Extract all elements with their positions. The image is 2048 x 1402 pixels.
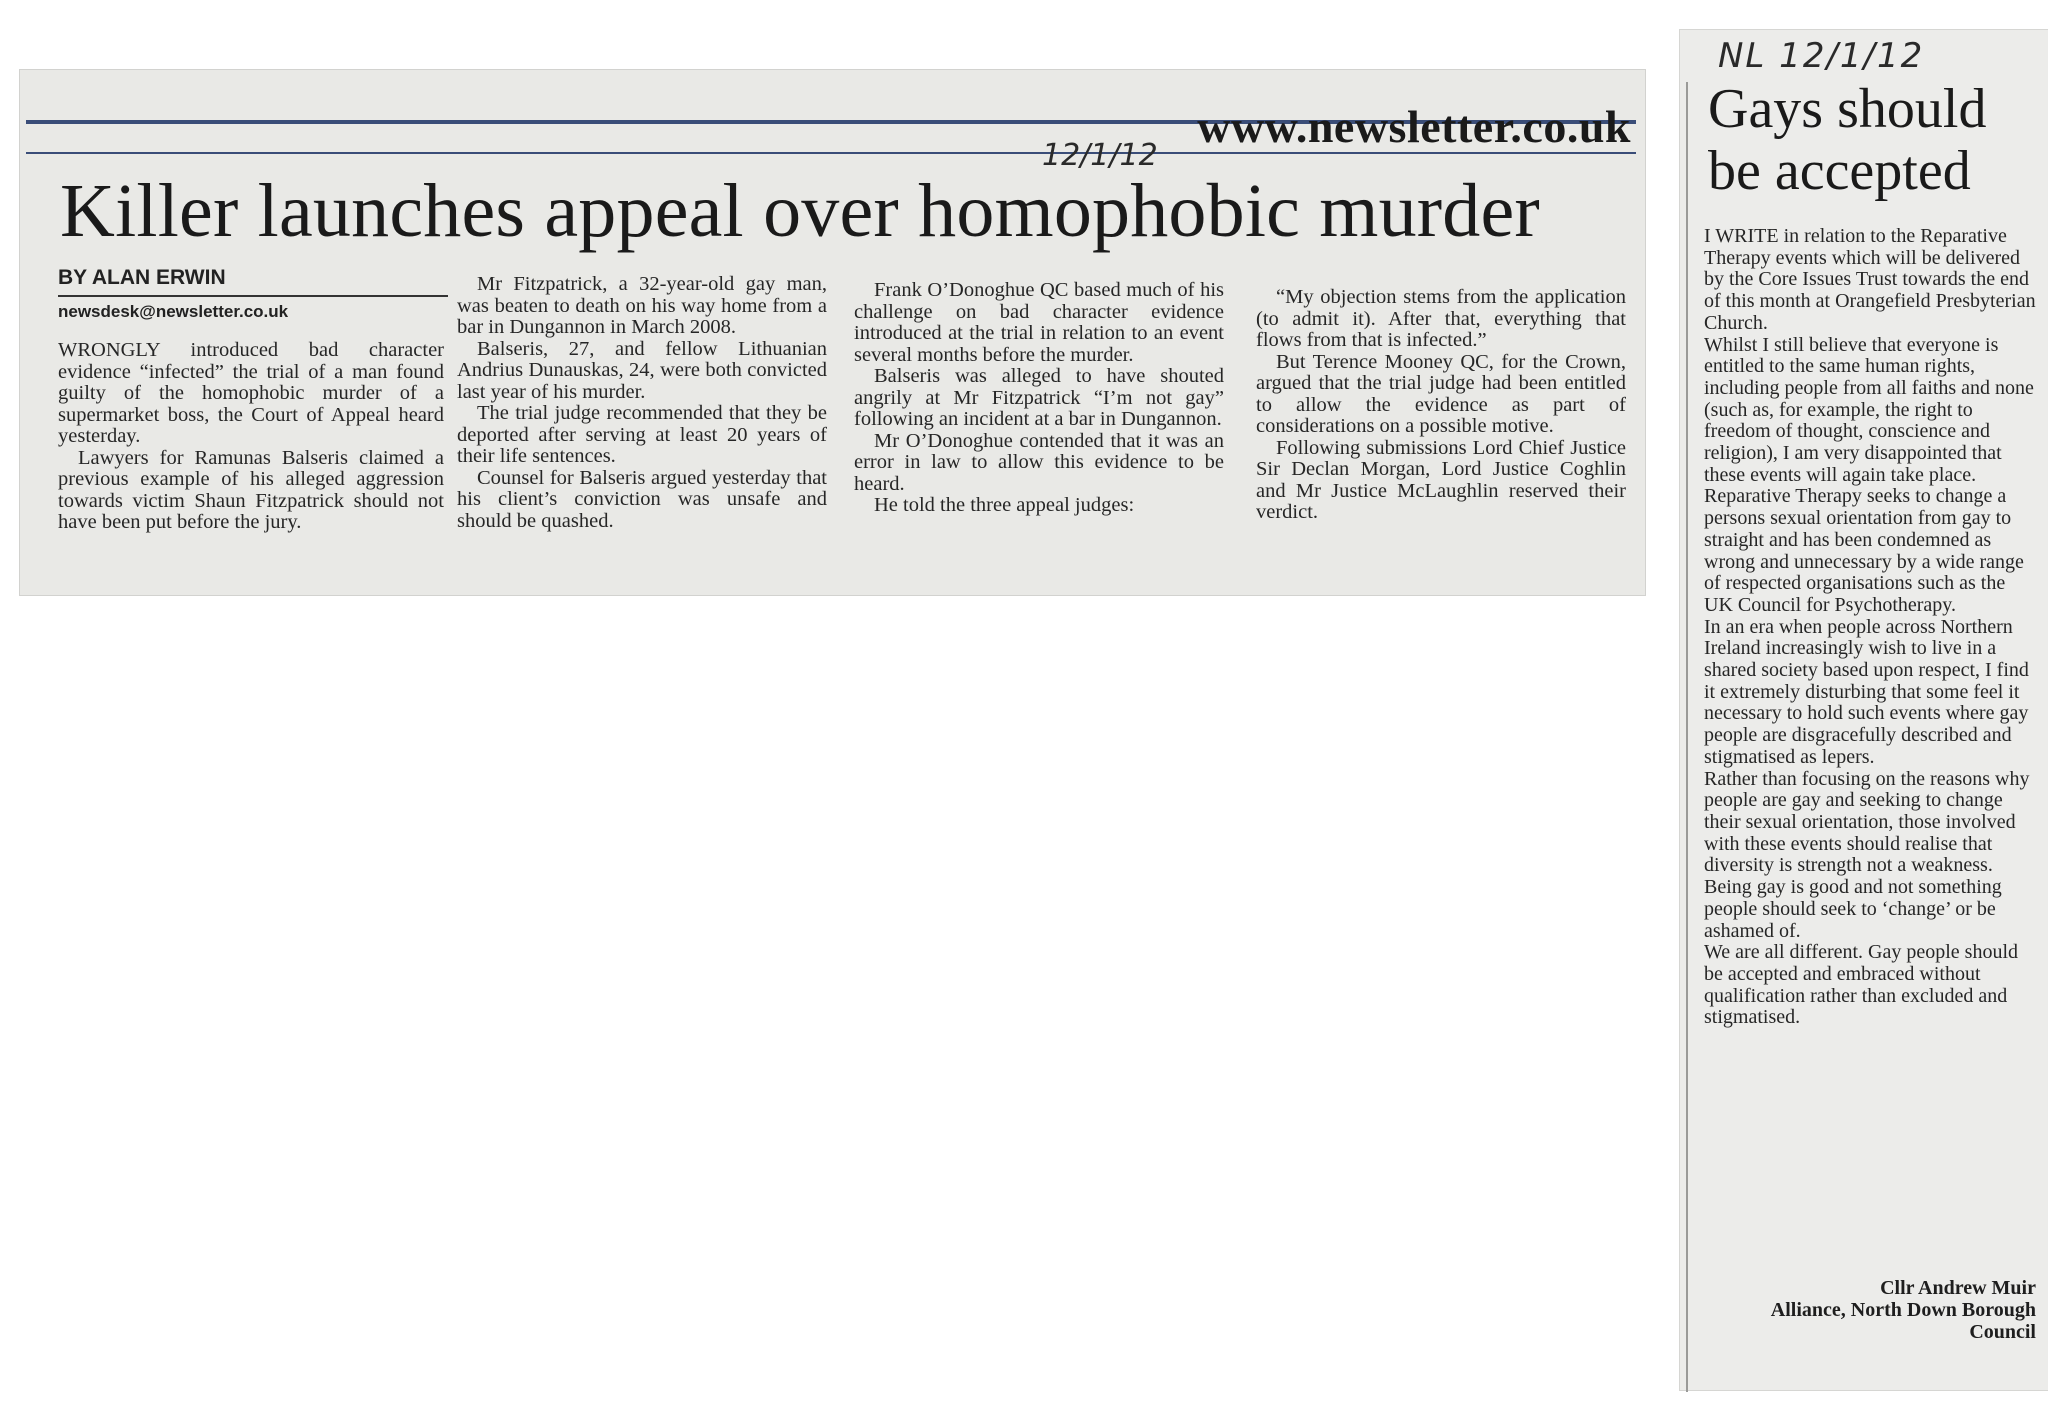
article-paragraph: Frank O’Donoghue QC based much of his challenge on bad character evidence introduced at the trial in relation to an event several months before the murder. xyxy=(854,279,1224,366)
article-paragraph: Balseris, 27, and fellow Lithuanian Andrius Dunauskas, 24, were both convicted last year of his murder. xyxy=(457,337,827,403)
article-column-3 xyxy=(854,280,1224,517)
site-url: www.newsletter.co.uk xyxy=(1197,101,1631,152)
handwritten-note: NL 12/1/12 xyxy=(1718,36,1925,76)
letter-paragraph: I WRITE in relation to the Reparative Therapy events which will be delivered by the Core Issues Trust towards the end of this month at Orangefield Presbyterian Church. xyxy=(1704,225,2036,334)
byline-rule xyxy=(58,295,448,297)
signature-line: Alliance, North Down Borough xyxy=(1770,1299,2036,1321)
letter-title: Gays should be accepted xyxy=(1708,78,1987,202)
letter-clipping xyxy=(1680,30,2048,1390)
letter-paragraph: Being gay is good and not something people should seek to ‘change’ or be ashamed of. xyxy=(1704,876,2002,942)
letter-paragraph: We are all different. Gay people should be accepted and embraced without qualification rather than excluded and stigmatised. xyxy=(1704,941,2019,1029)
article-email: newsdesk@newsletter.co.uk xyxy=(58,302,289,321)
article-paragraph: The trial judge recommended that they be deported after serving at least 20 years of their life sentences. xyxy=(457,402,827,467)
letter-paragraph: In an era when people across Northern Ireland increasingly wish to live in a shared society based upon respect, I find it extremely disturbing that some feel it necessary to hold such events where gay people are disgracefully described and stigmatised as lepers. xyxy=(1704,615,2029,768)
article-paragraph: Balseris was alleged to have shouted angrily at Mr Fitzpatrick “I’m not gay” following an incident at a bar in Dungannon. xyxy=(854,365,1224,430)
letter-paragraph: Reparative Therapy seeks to change a persons sexual orientation from gay to straight and has been condemned as wrong and unnecessary by a wide range of respected organisations such as the UK Council for Psychotherapy. xyxy=(1704,485,2024,616)
article-paragraph: Counsel for Balseris argued yesterday that his client’s conviction was unsafe and should be quashed. xyxy=(457,466,827,532)
letter-signature xyxy=(1696,1277,2036,1343)
letter-paragraph: Whilst I still believe that everyone is entitled to the same human rights, including people from all faiths and none (such as, for example, the right to freedom of thought, conscience and religion), I am very disappointed that these events will again take place. xyxy=(1704,333,2034,486)
article-paragraph: Following submissions Lord Chief Justice Sir Declan Morgan, Lord Justice Coghlin and Mr Justice McLaughlin reserved their verdict. xyxy=(1256,436,1626,523)
article-paragraph: But Terence Mooney QC, for the Crown, argued that the trial judge had been entitled to allow the evidence as part of considerations on a possible motive. xyxy=(1256,350,1626,437)
signature-line: Cllr Andrew Muir xyxy=(1880,1277,2036,1299)
article-paragraph: Mr O’Donoghue contended that it was an error in law to allow this evidence to be heard. xyxy=(854,429,1224,495)
column-rule xyxy=(1686,82,1688,1392)
article-paragraph: WRONGLY introduced bad character evidence “infected” the trial of a man found guilty of the homophobic murder of a supermarket boss, the Court of Appeal heard yesterday. xyxy=(58,339,444,447)
article-headline: Killer launches appeal over homophobic murder xyxy=(60,169,1540,253)
letter-paragraph: Rather than focusing on the reasons why people are gay and seeking to change their sexual orientation, those involved with these events should realise that diversity is strength not a weakness. xyxy=(1704,767,2030,877)
article-paragraph: He told the three appeal judges: xyxy=(874,494,1135,516)
article-paragraph: “My objection stems from the application (to admit it). After that, everything that flows from that is infected.” xyxy=(1256,286,1626,351)
signature-line: Council xyxy=(1969,1321,2036,1343)
article-column-1 xyxy=(58,340,444,534)
letter-body xyxy=(1704,226,2039,1029)
article-column-2 xyxy=(457,274,827,532)
article-byline: BY ALAN ERWIN xyxy=(58,266,226,289)
article-column-4 xyxy=(1256,287,1626,524)
masthead-rule-bottom xyxy=(26,152,1636,154)
article-clipping xyxy=(20,70,1645,595)
article-paragraph: Mr Fitzpatrick, a 32-year-old gay man, was beaten to death on his way home from a bar in Dungannon in March 2008. xyxy=(457,273,827,338)
article-paragraph: Lawyers for Ramunas Balseris claimed a previous example of his alleged aggression towards victim Shaun Fitzpatrick should not have been put before the jury. xyxy=(58,446,444,533)
handwritten-date: 12/1/12 xyxy=(1042,138,1158,173)
